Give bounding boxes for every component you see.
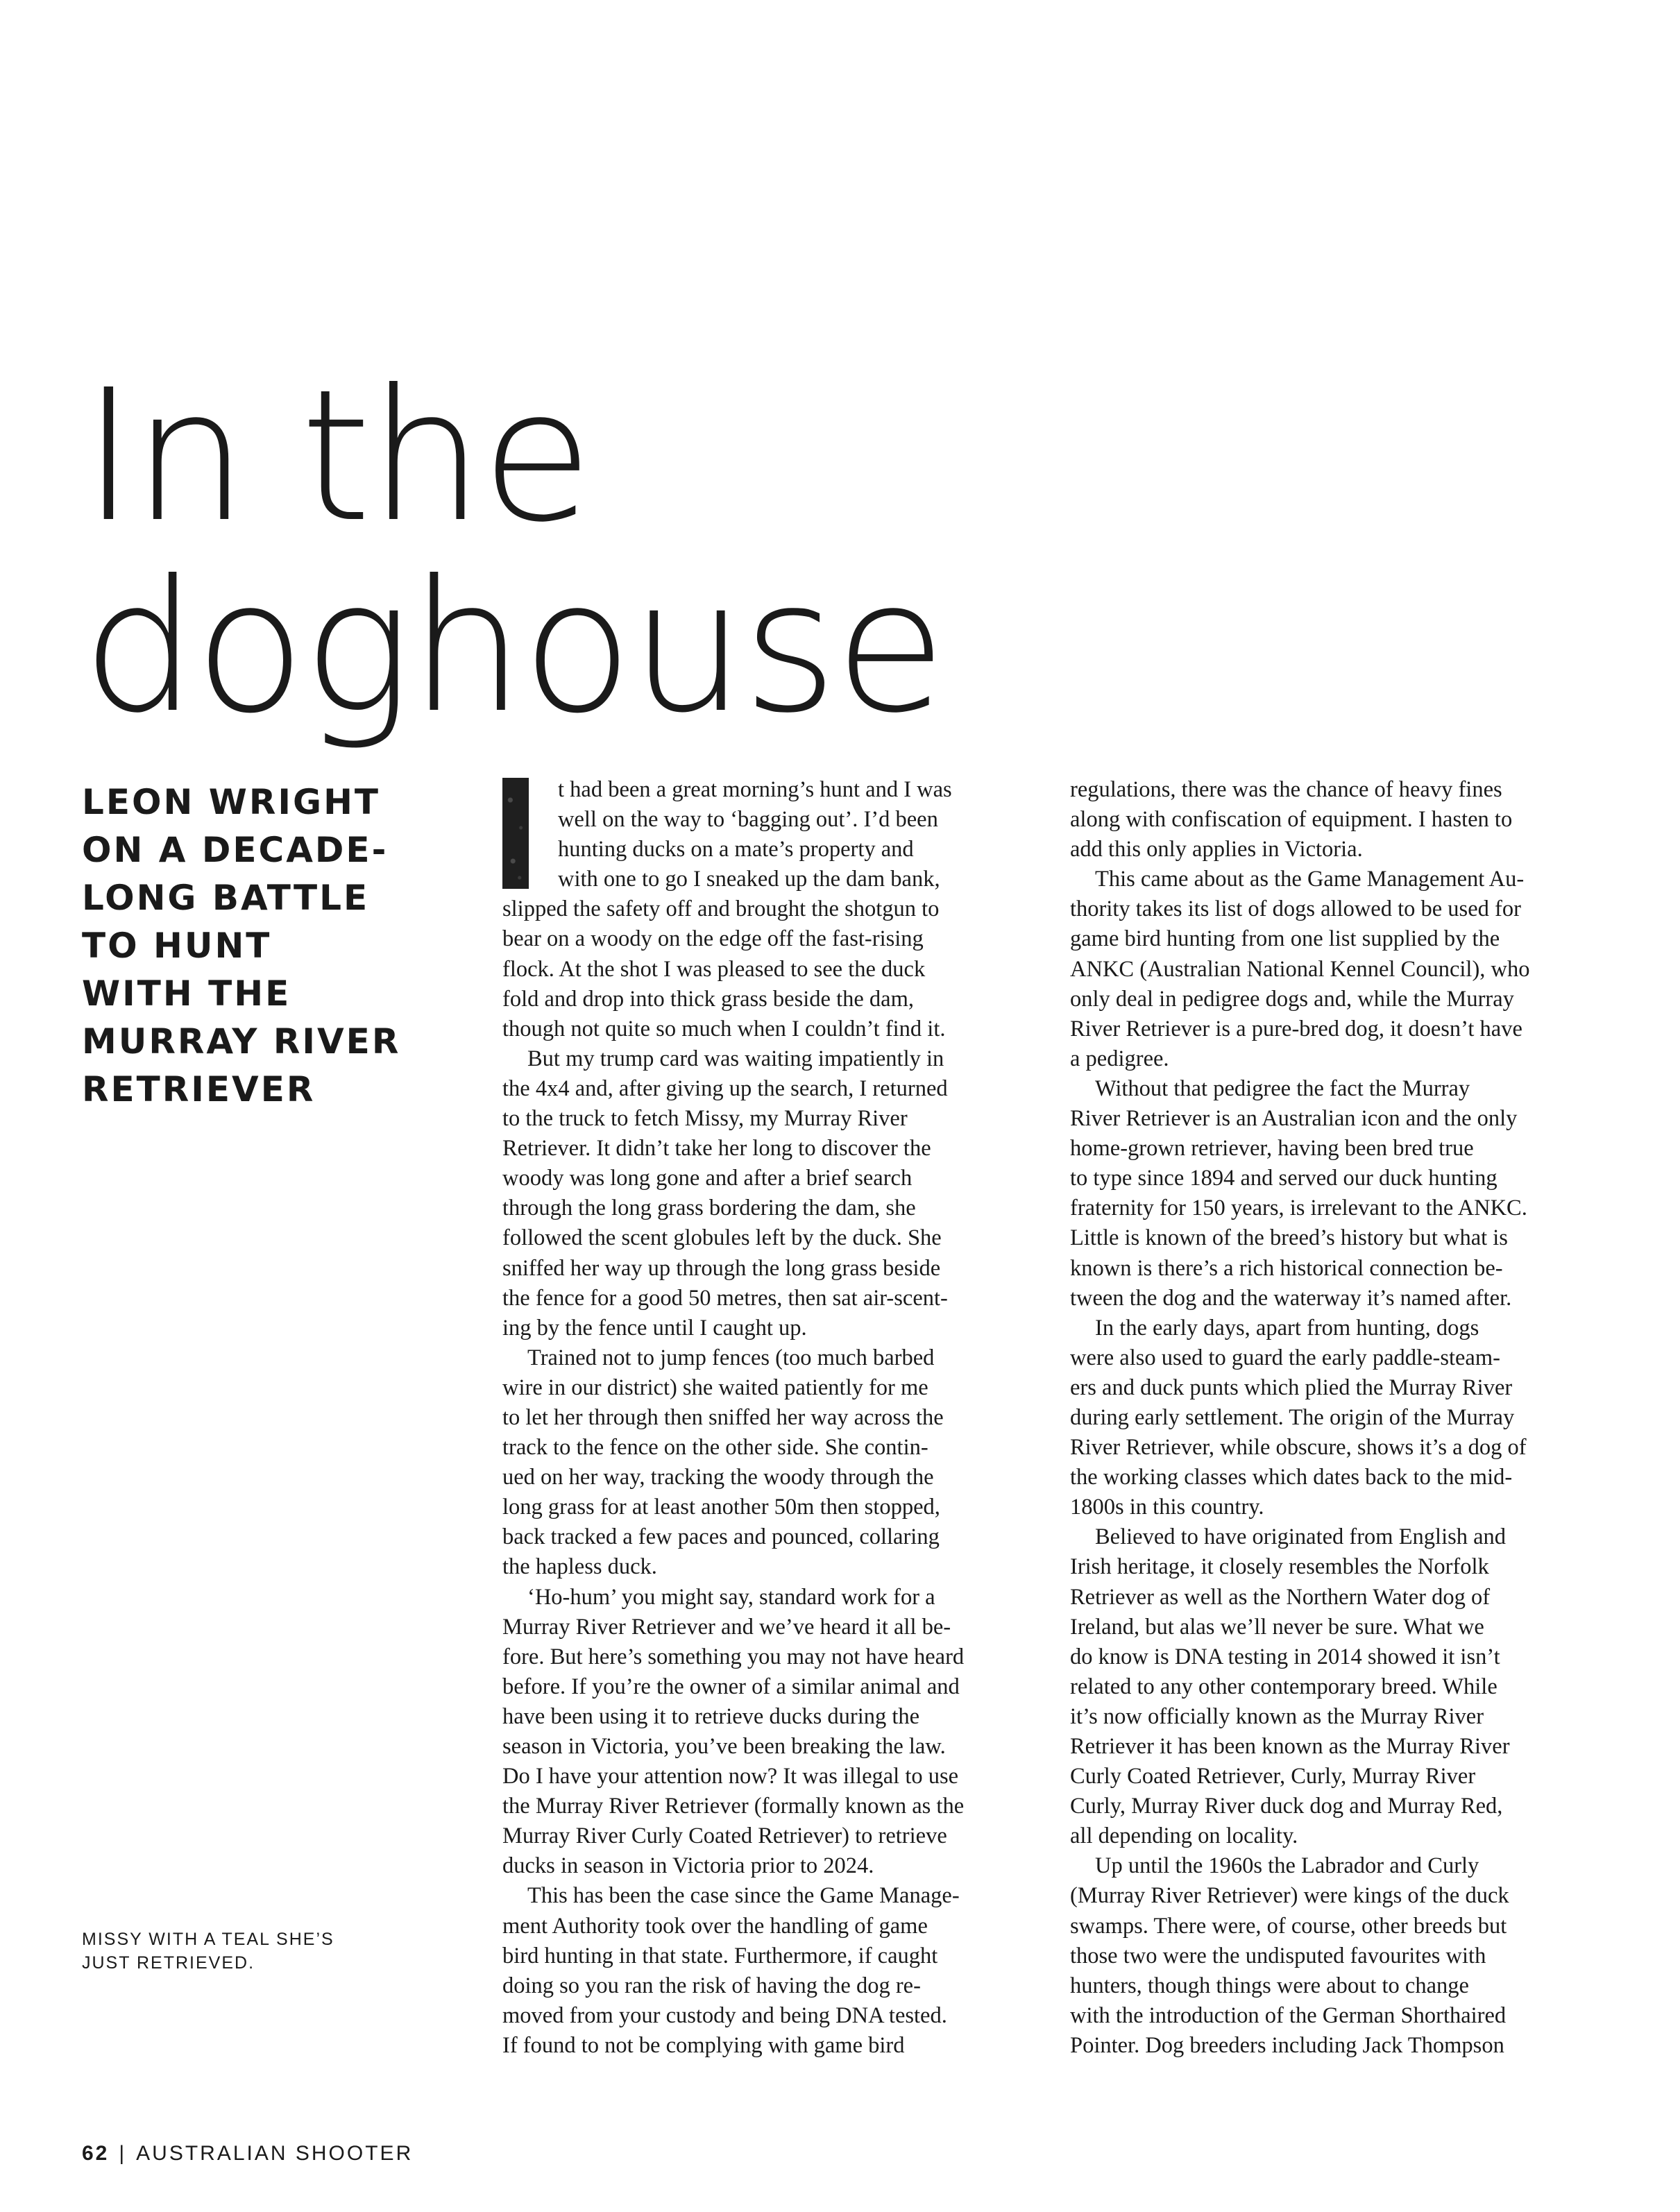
headline-line-2: doghouse xyxy=(82,541,944,753)
body-text-line: with one to go I sneaked up the dam bank, xyxy=(558,867,940,892)
body-text-line: slipped the safety off and brought the shotgun to xyxy=(502,896,940,922)
body-text-line: only deal in pedigree dogs and, while the Murray xyxy=(1070,986,1514,1012)
body-text-line: a pedigree. xyxy=(1070,1046,1169,1071)
body-text-line: Curly, Murray River duck dog and Murray Red, xyxy=(1070,1794,1503,1819)
standfirst-line: ON A DECADE- xyxy=(82,830,389,870)
body-text-line: Retriever it has been known as the Murray River xyxy=(1070,1734,1510,1759)
body-text-line: the 4x4 and, after giving up the search, I returned xyxy=(502,1075,948,1101)
body-text-line: game bird hunting from one list supplied by the xyxy=(1070,926,1500,952)
body-text-line: swamps. There were, of course, other breeds but xyxy=(1070,1913,1507,1939)
body-text-line: hunters, though things were about to change xyxy=(1070,1973,1469,1998)
body-text-line: moved from your custody and being DNA tested. xyxy=(502,2002,947,2028)
body-text-line: followed the scent globules left by the duck. She xyxy=(502,1225,942,1251)
body-text-line: ducks in season in Victoria prior to 2024. xyxy=(502,1853,874,1879)
body-text-line: This has been the case since the Game Manage- xyxy=(527,1883,960,1909)
body-text-line: If found to not be complying with game bird xyxy=(502,2032,905,2058)
body-text-line: back tracked a few paces and pounced, collaring xyxy=(502,1524,940,1550)
standfirst-line: WITH THE xyxy=(82,973,291,1014)
body-text-line: Murray River Curly Coated Retriever) to retrieve xyxy=(502,1823,947,1849)
body-text-line: In the early days, apart from hunting, dogs xyxy=(1095,1315,1479,1341)
body-text-line: ers and duck punts which plied the Murray River xyxy=(1070,1375,1513,1400)
body-text-line: the Murray River Retriever (formally known as the xyxy=(502,1794,965,1819)
body-text-line: t had been a great morning’s hunt and I was xyxy=(558,777,952,802)
body-text-line: flock. At the shot I was pleased to see the duck xyxy=(502,956,926,982)
body-text-line: fore. But here’s something you may not have heard xyxy=(502,1644,965,1669)
body-text-line: River Retriever, while obscure, shows it’s a dog of xyxy=(1070,1435,1527,1461)
body-text-line: add this only applies in Victoria. xyxy=(1070,837,1363,862)
body-text-line: all depending on locality. xyxy=(1070,1823,1298,1849)
body-text-line: it’s now officially known as the Murray River xyxy=(1070,1703,1484,1729)
body-text-line: Believed to have originated from English and xyxy=(1095,1524,1507,1550)
body-text-line: through the long grass bordering the dam, she xyxy=(502,1196,916,1221)
body-text-line: along with confiscation of equipment. I hasten to xyxy=(1070,807,1513,833)
body-text-line: Without that pedigree the fact the Murray xyxy=(1095,1075,1470,1101)
page-number: 62 xyxy=(82,2142,110,2165)
body-text-line: Ireland, but alas we’ll never be sure. What we xyxy=(1070,1614,1484,1640)
body-text-line: before. If you’re the owner of a similar animal and xyxy=(502,1674,960,1699)
footer-separator: | xyxy=(119,2142,127,2165)
body-text-line: ued on her way, tracking the woody through the xyxy=(502,1465,934,1490)
body-text-line: wire in our district) she waited patiently for me xyxy=(502,1375,928,1400)
body-text-line: to the truck to fetch Missy, my Murray River xyxy=(502,1106,908,1132)
body-text-line: woody was long gone and after a brief search xyxy=(502,1166,913,1191)
body-text-line: the hapless duck. xyxy=(502,1554,657,1580)
body-text-line: fold and drop into thick grass beside the dam, xyxy=(502,986,914,1012)
standfirst xyxy=(82,779,470,1114)
body-text-line: home-grown retriever, having been bred true xyxy=(1070,1136,1474,1162)
body-text-line: have been using it to retrieve ducks during the xyxy=(502,1703,920,1729)
standfirst-line: LONG BATTLE xyxy=(82,878,370,918)
body-text-line: ‘Ho-hum’ you might say, standard work for a xyxy=(527,1584,935,1610)
body-text-line: ing by the fence until I caught up. xyxy=(502,1315,807,1341)
publication-name: AUSTRALIAN SHOOTER xyxy=(136,2142,414,2165)
body-text-line: thority takes its list of dogs allowed to be used for xyxy=(1070,896,1521,922)
body-text-line: track to the fence on the other side. She contin- xyxy=(502,1435,928,1461)
body-text-line: known is there’s a rich historical connection be- xyxy=(1070,1255,1503,1281)
body-text-line: Pointer. Dog breeders including Jack Thompson xyxy=(1070,2032,1504,2058)
body-text-line: Do I have your attention now? It was illegal to use xyxy=(502,1764,959,1789)
body-text-line: Retriever. It didn’t take her long to discover the xyxy=(502,1136,931,1162)
article-headline xyxy=(82,350,1123,753)
body-text-line: Up until the 1960s the Labrador and Curly xyxy=(1095,1853,1479,1879)
body-text-line: Curly Coated Retriever, Curly, Murray River xyxy=(1070,1764,1476,1789)
body-text-line: Retriever as well as the Northern Water dog of xyxy=(1070,1584,1491,1610)
body-text-line: River Retriever is a pure-bred dog, it doesn’t have xyxy=(1070,1016,1522,1041)
body-text-line: the working classes which dates back to the mid- xyxy=(1070,1465,1513,1490)
body-text-line: Trained not to jump fences (too much barbed xyxy=(527,1345,935,1370)
body-text-line: regulations, there was the chance of heavy fines xyxy=(1070,777,1502,802)
body-text-line: Little is known of the breed’s history but what is xyxy=(1070,1225,1508,1251)
body-text-line: bird hunting in that state. Furthermore, if caught xyxy=(502,1943,938,1968)
body-text-line: Murray River Retriever and we’ve heard it all be- xyxy=(502,1614,951,1640)
body-text-line: River Retriever is an Australian icon and the only xyxy=(1070,1106,1518,1132)
body-text-line: hunting ducks on a mate’s property and xyxy=(558,837,914,862)
body-text-line: tween the dog and the waterway it’s named after. xyxy=(1070,1285,1512,1311)
standfirst-line: RETRIEVER xyxy=(82,1069,316,1109)
body-text-line: (Murray River Retriever) were kings of the duck xyxy=(1070,1883,1509,1909)
body-text-line: Irish heritage, it closely resembles the Norfolk xyxy=(1070,1554,1489,1580)
body-column-1 xyxy=(502,775,1044,2061)
body-column-2 xyxy=(1070,775,1611,2061)
body-text-line: well on the way to ‘bagging out’. I’d been xyxy=(558,807,938,833)
body-text-line: bear on a woody on the edge off the fast-rising xyxy=(502,926,924,952)
body-text-line: ment Authority took over the handling of game xyxy=(502,1913,928,1939)
body-text-line: doing so you ran the risk of having the dog re- xyxy=(502,1973,921,1998)
caption-line: JUST RETRIEVED. xyxy=(82,1953,255,1973)
standfirst-line: TO HUNT xyxy=(82,926,272,966)
body-text-line: those two were the undisputed favourites with xyxy=(1070,1943,1486,1968)
page-footer xyxy=(82,2142,413,2166)
body-text-line: season in Victoria, you’ve been breaking the law. xyxy=(502,1734,946,1759)
body-text-line: sniffed her way up through the long grass beside xyxy=(502,1255,941,1281)
body-text-line: This came about as the Game Management Au- xyxy=(1095,867,1525,892)
body-text-line: though not quite so much when I couldn’t find it. xyxy=(502,1016,946,1041)
body-text-line: do know is DNA testing in 2014 showed it isn’t xyxy=(1070,1644,1500,1669)
standfirst-line: LEON WRIGHT xyxy=(82,782,381,822)
body-text-line: fraternity for 150 years, is irrelevant to the ANKC. xyxy=(1070,1196,1527,1221)
body-text-line: ANKC (Australian National Kennel Council), who xyxy=(1070,956,1530,982)
caption-line: MISSY WITH A TEAL SHE’S xyxy=(82,1930,334,1949)
body-text-line: long grass for at least another 50m then stopped, xyxy=(502,1495,940,1520)
photo-caption xyxy=(82,1928,373,1975)
body-text-line: But my trump card was waiting impatiently in xyxy=(527,1046,944,1071)
body-text-line: 1800s in this country. xyxy=(1070,1495,1264,1520)
standfirst-line: MURRAY RIVER xyxy=(82,1021,401,1062)
body-text-line: with the introduction of the German Shorthaired xyxy=(1070,2002,1507,2028)
body-text-line: to let her through then sniffed her way across the xyxy=(502,1404,944,1430)
body-text-line: to type since 1894 and served our duck hunting xyxy=(1070,1166,1497,1191)
body-text-line: related to any other contemporary breed. While xyxy=(1070,1674,1497,1699)
body-text-line: during early settlement. The origin of the Murray xyxy=(1070,1404,1515,1430)
body-text-line: were also used to guard the early paddle-steam- xyxy=(1070,1345,1500,1370)
body-text-line: the fence for a good 50 metres, then sat air-scent- xyxy=(502,1285,948,1311)
headline-line-1: In the xyxy=(82,350,591,562)
